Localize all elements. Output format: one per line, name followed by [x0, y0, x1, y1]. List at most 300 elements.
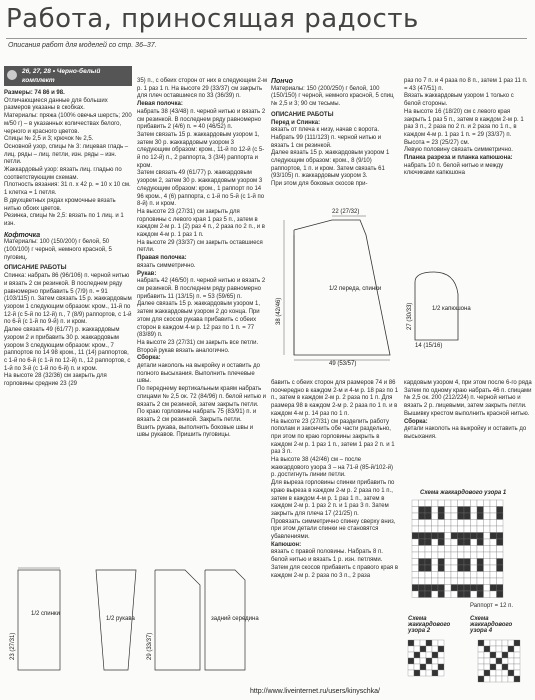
chart-cell — [419, 539, 426, 546]
chart-cell — [490, 670, 496, 676]
chart-cell — [496, 676, 502, 682]
chart-cell — [425, 520, 432, 527]
chart-2-title: Схема жаккардового узора 2 — [408, 616, 451, 634]
chart-cell — [484, 552, 491, 559]
chart-cell — [451, 559, 458, 566]
chart-cell — [464, 526, 471, 533]
chart-cell — [412, 565, 419, 572]
text-block: При этом для боковых скосов при- — [271, 181, 368, 188]
chart-cell — [477, 500, 484, 507]
chart-cell — [471, 526, 478, 533]
chart-cell — [438, 507, 445, 514]
chart-cell — [484, 572, 491, 579]
chart-cell — [464, 539, 471, 546]
chart-cell — [471, 578, 478, 585]
front-dim: 29 (33/37) — [147, 632, 153, 660]
chart-cell — [464, 578, 471, 585]
chart-cell — [438, 591, 445, 598]
chart-cell — [451, 507, 458, 514]
chart-cell — [438, 572, 445, 579]
chart-cell — [471, 520, 478, 527]
chart-cell — [458, 559, 465, 566]
chart-cell — [490, 658, 496, 664]
materials: Материалы: пряжа (100% овечья шерсть; 200 м/50 г) – в указанных количествах белого, черного и красного цветов. — [4, 113, 132, 135]
chart-cell — [432, 559, 439, 566]
chart-cell — [477, 520, 484, 527]
section-poncho: Пончо — [271, 78, 293, 85]
chart-cell — [497, 526, 504, 533]
front-schematic — [145, 560, 259, 680]
chart-cell — [432, 539, 439, 546]
chart-cell — [490, 533, 497, 540]
chart-cell — [484, 585, 491, 592]
chart-cell — [497, 578, 504, 585]
text-block: Вшить рукава, выполнить боковые швы и швы рукавов. Пришить пуговицы. — [137, 424, 254, 439]
chart-cell — [451, 539, 458, 546]
chart-cell — [464, 585, 471, 592]
text-block: Далее связать 15 р. жаккардовым узором 1, затем жаккардовым узором 2 до конца. При этом для скосов рукава прибавить с обеих сторон в каждом 4-м р. 12 раз по 1 п. = 77 (83/89) п. — [137, 301, 261, 339]
chart-cell — [497, 539, 504, 546]
chart-cell — [514, 640, 520, 646]
chart-cell — [514, 658, 520, 664]
chart-cell — [432, 640, 438, 646]
chart-cell — [438, 539, 445, 546]
text-block: Набрать 99 (111/123) п. черной нитью и вязать 1 см резинкой. — [271, 134, 382, 149]
section-assembly: Сборка: — [137, 355, 161, 362]
chart-cell — [502, 664, 508, 670]
chart-cell — [445, 585, 452, 592]
chart-cell — [478, 676, 484, 682]
chart-cell — [458, 520, 465, 527]
chart-4-title: Схема жаккардового узора 4 — [470, 616, 513, 634]
dim-side: 38 (42/46) — [276, 297, 282, 325]
chart-cell — [464, 500, 471, 507]
chart-1-title: Схема жаккардового узора 1 — [420, 490, 507, 496]
chart-cell — [502, 646, 508, 652]
chart-cell — [477, 533, 484, 540]
chart-cell — [425, 526, 432, 533]
chart-cell — [419, 507, 426, 514]
chart-cell — [477, 552, 484, 559]
chart-cell — [445, 552, 452, 559]
chart-cell — [477, 507, 484, 514]
chart-cell — [432, 565, 439, 572]
back-description: Спинка: набрать 86 (96/106) п. черной нитью и вязать 2 см резинкой. В последнем ряду равномерно прибавить 5 (7/9) п. = 91 (103/115) п. Затем связать 15 р. жаккардовым узором 1 следующим образом: кром., 11-й по 12-й (с 5-й по 12-й) п., 7 (8/9) раппортов, с 1-й по 6-й (с 1-й по 9-й) п. и кром. — [4, 273, 132, 326]
chart-cell — [412, 546, 419, 553]
chart-cell — [477, 591, 484, 598]
chart-cell — [464, 559, 471, 566]
chart-cell — [445, 546, 452, 553]
dim-bottom: 49 (53/57) — [329, 361, 357, 367]
section-hood: Капюшон: — [271, 541, 302, 548]
chart-cell — [490, 539, 497, 546]
chart-cell — [451, 565, 458, 572]
section-left-front: Левая полочка: — [137, 101, 183, 108]
chart-cell — [414, 652, 420, 658]
chart-cell — [412, 559, 419, 566]
chart-cell — [464, 546, 471, 553]
chart-cell — [490, 526, 497, 533]
chart-cell — [484, 658, 490, 664]
chart-cell — [412, 585, 419, 592]
chart-cell — [451, 578, 458, 585]
chart-cell — [497, 500, 504, 507]
chart-cell — [484, 507, 491, 514]
chart-cell — [477, 565, 484, 572]
chart-cell — [484, 664, 490, 670]
chart-cell — [458, 500, 465, 507]
chart-cell — [414, 640, 420, 646]
column-3 — [271, 78, 399, 189]
text-block: 35) п., с обеих сторон от них в следующем 2-м р. 1 раз 1 п. На высоте 29 (33/37) см закрыть для плеч оставшиеся по 33 (36/39) п. — [137, 78, 267, 100]
back-label: 1/2 спинки — [31, 611, 60, 617]
chart-cell — [432, 585, 439, 592]
chart-cell — [412, 526, 419, 533]
chart-cell — [471, 513, 478, 520]
needles: Спицы № 2,5 и 3; крючок № 2,5. — [4, 136, 94, 143]
chart-cell — [425, 507, 432, 514]
badge-dot-icon — [7, 70, 17, 80]
text-block: набрать 10 п. белой нитью и между ключиками капюшона — [404, 162, 504, 177]
chart-cell — [458, 546, 465, 553]
chart-cell — [497, 507, 504, 514]
chart-cell — [471, 539, 478, 546]
chart-cell — [458, 513, 465, 520]
chart-cell — [438, 546, 445, 553]
chart-cell — [490, 565, 497, 572]
chart-cell — [471, 500, 478, 507]
section-assembly-poncho: Сборка: — [404, 418, 428, 425]
chart-cell — [425, 539, 432, 546]
chart-cell — [478, 658, 484, 664]
chart-cell — [445, 591, 452, 598]
chart-cell — [497, 572, 504, 579]
chart-cell — [426, 652, 432, 658]
chart-cell — [432, 652, 438, 658]
chart-cell — [451, 585, 458, 592]
badge-title: 26, 27, 28 • Черно-белый — [22, 68, 101, 75]
back-outline — [18, 570, 60, 670]
chart-cell — [484, 533, 491, 540]
chart-cell — [497, 513, 504, 520]
chart-cell — [490, 552, 497, 559]
jacquard-chart-2 — [408, 640, 448, 680]
chart-cell — [432, 670, 438, 676]
chart-cell — [490, 546, 497, 553]
chart-cell — [451, 533, 458, 540]
chart-cell — [432, 513, 439, 520]
chart-cell — [464, 552, 471, 559]
back-description-3: На высоте 28 (32/36) см закрыть для горловины средние 23 (29 — [4, 373, 107, 388]
chart-cell — [451, 520, 458, 527]
chart-cell — [419, 520, 426, 527]
chart-cell — [412, 500, 419, 507]
text-block: По переднему вертикальным краям набрать спицами № 2,5 ок. 72 (84/96) п. белой нитью и вязать 2 см резинкой, затем закрыть петли. — [137, 386, 267, 408]
chart-cell — [458, 572, 465, 579]
chart-cell — [484, 546, 491, 553]
project-badge — [4, 66, 132, 86]
chart-cell — [502, 652, 508, 658]
chart-cell — [445, 526, 452, 533]
chart-cell — [426, 670, 432, 676]
chart-cell — [502, 670, 508, 676]
chart-cell — [408, 658, 414, 664]
chart-cell — [496, 652, 502, 658]
chart-cell — [419, 513, 426, 520]
chart-cell — [502, 658, 508, 664]
text-block: На высоте 38 (42/46) см – после жаккардового узора 3 – на 71-й (85-й/102-й) р. достигнуть линии петли. — [271, 457, 394, 479]
text-block: детали накололь на выкройку и оставить до полного высыхания. Выполнить плечевые швы. — [137, 363, 260, 385]
chart-cell — [458, 533, 465, 540]
chart-cell — [432, 546, 439, 553]
text-block: На высоте 16 (18/20) см с левого края закрыть 1 раз 5 п., затем в каждом 2-м р. 1 раз 3 п., 2 раза по 2 п. и 2 раза по 1 п., в каждом 4-м р. 1 раз 1 п. = 29 (33/37) п. Высота = 23 (25/27) см. — [404, 108, 524, 146]
chart-cell — [420, 640, 426, 646]
chart-cell — [458, 565, 465, 572]
chart-cell — [458, 585, 465, 592]
chart-cell — [451, 572, 458, 579]
chart-cell — [458, 526, 465, 533]
two-color-note: В двухцветных рядах кромочные вязать нитью обоих цветов. — [4, 197, 116, 212]
chart-cell — [438, 578, 445, 585]
chart-cell — [432, 507, 439, 514]
chart-cell — [478, 640, 484, 646]
chart-cell — [438, 658, 444, 664]
chart-cell — [438, 670, 444, 676]
chart-cell — [451, 513, 458, 520]
chart-cell — [496, 640, 502, 646]
chart-cell — [414, 664, 420, 670]
chart-cell — [477, 513, 484, 520]
chart-cell — [432, 646, 438, 652]
chart-cell — [490, 513, 497, 520]
chart-cell — [425, 533, 432, 540]
chart-cell — [490, 500, 497, 507]
text-block: Для выреза горловины спинки прибавить по краю выреза в каждом 2-м р. 2 раза по 1 п., затем в каждом 4-м р. 1 раз 1 п., затем в каждом 2-м р. 1 раз 2 п. и 1 раз 3 п. Затем закрыть для плеча 17 (21/25) п. — [271, 480, 395, 517]
chart-cell — [484, 559, 491, 566]
chart-cell — [425, 585, 432, 592]
chart-cell — [484, 640, 490, 646]
chart-cell — [432, 500, 439, 507]
chart-cell — [490, 507, 497, 514]
chart-cell — [419, 578, 426, 585]
hood-label: 1/2 капюшона — [432, 306, 471, 312]
chart-cell — [477, 585, 484, 592]
badge-subtitle: комплект — [22, 77, 55, 84]
chart-cell — [484, 646, 490, 652]
front-label: 1/2 переда, спинки — [329, 286, 382, 292]
jacquard-chart-4 — [478, 640, 522, 684]
chart-cell — [419, 526, 426, 533]
sizes: Размеры: 74 86 и 98. — [4, 90, 65, 96]
chart-cell — [464, 507, 471, 514]
chart-cell — [425, 546, 432, 553]
chart-cell — [414, 646, 420, 652]
chart-cell — [477, 526, 484, 533]
chart-cell — [514, 670, 520, 676]
chart-cell — [496, 658, 502, 664]
chart-cell — [484, 676, 490, 682]
chart-cell — [490, 585, 497, 592]
chart-cell — [464, 520, 471, 527]
chart-cell — [426, 664, 432, 670]
section-sleeve: Рукав: — [137, 270, 157, 277]
chart-cell — [432, 552, 439, 559]
chart-cell — [490, 572, 497, 579]
chart-cell — [408, 640, 414, 646]
chart-cell — [412, 520, 419, 527]
chart-cell — [497, 552, 504, 559]
chart-cell — [497, 591, 504, 598]
chart-cell — [419, 585, 426, 592]
text-block: На высоте 23 (27/31) см закрыть все петли. — [137, 339, 259, 346]
chart-cell — [425, 500, 432, 507]
chart-cell — [471, 572, 478, 579]
cell-note: 1 клетка = 1 петля. — [4, 190, 57, 197]
chart-cell — [478, 670, 484, 676]
dim-top: 22 (27/32) — [332, 209, 360, 215]
chart-cell — [408, 652, 414, 658]
chart-cell — [484, 591, 491, 598]
chart-cell — [420, 658, 426, 664]
chart-cell — [502, 676, 508, 682]
chart-cell — [451, 546, 458, 553]
hood-dim-side: 27 (30/33) — [407, 302, 413, 330]
chart-cell — [477, 539, 484, 546]
chart-cell — [432, 658, 438, 664]
chart-cell — [438, 559, 445, 566]
chart-cell — [425, 513, 432, 520]
chart-cell — [408, 646, 414, 652]
chart-cell — [445, 559, 452, 566]
chart-cell — [425, 572, 432, 579]
chart-cell — [445, 507, 452, 514]
back-description-2: Далее связать 49 (61/77) р. жаккардовым узором 2 и прибавить 30 р. жаккардовым узором 3 следующим образом: кром., 7 раппортов по 14 98 кром., 11 (14) раппортов, с 1-й по 6-й (с 1-й по 12-й) п., 12 раппортов, с 1-й по 3-й (с 1-й по 6-й) п. и кром. — [4, 327, 131, 372]
chart-cell — [514, 646, 520, 652]
column-3-bottom — [271, 380, 399, 580]
chart-cell — [497, 546, 504, 553]
chart-cell — [490, 652, 496, 658]
chart-cell — [490, 646, 496, 652]
hood-diagram — [407, 270, 471, 349]
chart-cell — [445, 520, 452, 527]
chart-cell — [438, 565, 445, 572]
chart-cell — [438, 552, 445, 559]
chart-cell — [408, 670, 414, 676]
chart-cell — [490, 640, 496, 646]
gauge: Плотность вязания: 31 п. x 42 р. = 10 x 10 см. — [4, 182, 131, 189]
chart-cell — [484, 578, 491, 585]
source-url[interactable]: http://www.liveinternet.ru/users/kinyschka/ — [250, 688, 380, 695]
rib-note: Резинка, спицы № 2,5: вязать по 1 лиц. и 1 изн. — [4, 213, 124, 227]
text-block: На высоте 29 (33/37) см закрыть оставшиеся петли. — [137, 239, 263, 254]
chart-cell — [496, 646, 502, 652]
jacquard-chart-1 — [412, 500, 527, 600]
chart-cell — [445, 513, 452, 520]
chart-cell — [484, 539, 491, 546]
chart-cell — [477, 578, 484, 585]
chart-cell — [432, 578, 439, 585]
text-block: Затем по одному краю набрать 46 п. спицами № 2,5 ок. 200 (212/224) п. черной нитью и вязать 2 р. лицевыми, затем закрыть петли. Вышивку крестом выполнить красной нитью. — [404, 387, 532, 417]
chart-cell — [420, 652, 426, 658]
back-schematic — [6, 560, 66, 680]
chart-cell — [514, 652, 520, 658]
chart-cell — [438, 526, 445, 533]
text-block: детали наколоть на выкройку и оставить до высыхания. — [404, 426, 527, 440]
chart-cell — [445, 578, 452, 585]
chart-cell — [426, 658, 432, 664]
chart-cell — [508, 646, 514, 652]
chart-cell — [484, 500, 491, 507]
chart-cell — [438, 664, 444, 670]
chart-cell — [497, 559, 504, 566]
chart-cell — [445, 565, 452, 572]
chart-cell — [426, 646, 432, 652]
chart-cell — [471, 507, 478, 514]
chart-cell — [508, 664, 514, 670]
text-block: На высоте 23 (27/31) см закрыть для горловины с левого края 1 раз 5 п., затем в каждом 2-м р. 1 (2) раз 4 п., 2 раза по 2 п., и в каждом 4-м р. 1 раз 1 п. — [137, 208, 265, 239]
chart-cell — [438, 513, 445, 520]
poncho-front-diagram — [274, 209, 414, 367]
chart-cell — [438, 585, 445, 592]
chart-cell — [458, 591, 465, 598]
chart-cell — [458, 507, 465, 514]
page-subtitle: Описания работ для моделей со стр. 36–37. — [8, 42, 157, 49]
chart-cell — [451, 552, 458, 559]
hood-dim-bottom: 14 (15/16) — [415, 343, 443, 349]
chart-cell — [438, 533, 445, 540]
text-block: вязать симметрично. — [137, 262, 196, 269]
chart-cell — [432, 572, 439, 579]
chart-cell — [490, 520, 497, 527]
chart-cell — [412, 552, 419, 559]
chart-cell — [502, 640, 508, 646]
text-block: Второй рукав вязать аналогично. — [137, 347, 230, 354]
chart-cell — [490, 559, 497, 566]
text-block: Провязать симметрично спинку сверху вниз, при этом детали спинки не становятся убавлениями. — [271, 518, 396, 541]
chart-cell — [420, 664, 426, 670]
main-pattern: Основной узор, спицы № 3: лицевая гладь – лиц. ряды – лиц. петли, изн. ряды – изн. петли. — [4, 143, 129, 166]
chart-cell — [490, 578, 497, 585]
chart-cell — [425, 559, 432, 566]
chart-cell — [464, 572, 471, 579]
chart-cell — [471, 533, 478, 540]
text-block: раз по 7 п. и 4 раза по 8 п., затем 1 раз 11 п. = 43 (47/51) п. — [404, 78, 528, 92]
title-divider — [6, 38, 527, 39]
chart-cell — [425, 591, 432, 598]
chart-cell — [414, 658, 420, 664]
chart-cell — [464, 565, 471, 572]
text-block: вязать от плеча к низу, начав с ворота. — [271, 127, 380, 134]
chart-cell — [497, 520, 504, 527]
chart-cell — [432, 526, 439, 533]
text-block: Затем связать 15 р. жаккардовым узором 1, затем 30 р. жаккардовым узором 3 следующим образом: кром., 11-й по 12-й (с 5-й по 12-й) п., 2 раппорта, 3 (3/4) раппорта и кром. — [137, 131, 265, 169]
chart-cell — [438, 520, 445, 527]
chart-cell — [497, 533, 504, 540]
chart-cell — [471, 585, 478, 592]
chart-cell — [471, 565, 478, 572]
chart-cell — [458, 552, 465, 559]
chart-cell — [508, 670, 514, 676]
chart-cell — [508, 640, 514, 646]
chart-cell — [408, 664, 414, 670]
chart-cell — [419, 546, 426, 553]
chart-cell — [477, 559, 484, 566]
chart-cell — [412, 572, 419, 579]
section-front-back: Перед и Спинка: — [271, 119, 321, 126]
chart-cell — [471, 552, 478, 559]
chart-cell — [484, 513, 491, 520]
chart-cell — [432, 520, 439, 527]
